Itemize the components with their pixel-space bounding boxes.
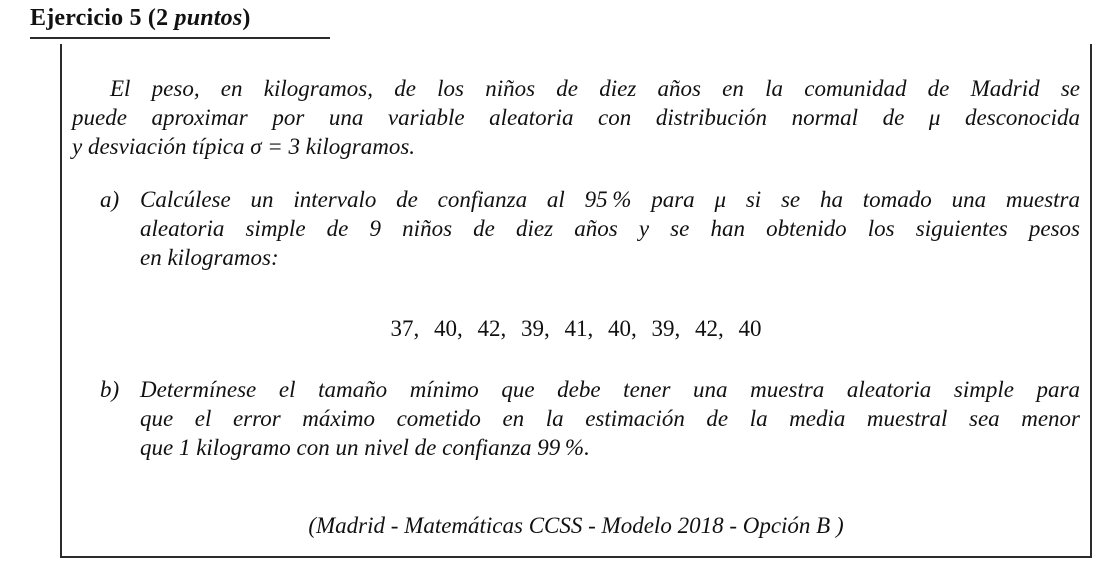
item-b [72,375,1080,462]
sample-data-values: 37, 40, 42, 39, 41, 40, 39, 42, 40 [390,316,762,341]
text-line: que 1 kilogramo con un nivel de confianza 99 %. [140,435,590,460]
exercise-title-suffix: ) [242,5,251,31]
text-line: Calcúlese un intervalo de confianza al 95 % para μ si se ha tomado una muestra [140,187,1080,212]
item-a-text [140,185,1080,272]
exercise-title-emphasis: puntos [174,5,243,31]
text-line: en kilogramos: [140,245,279,270]
text-line: que el error máximo cometido en la estimación de la media muestral sea menor [140,406,1080,431]
text-line: El peso, en kilogramos, de los niños de diez años en la comunidad de Madrid se [110,76,1080,101]
source-citation: (Madrid - Matemáticas CCSS - Modelo 2018 - Opción B ) [308,513,844,538]
item-a-label: a) [100,187,120,212]
text-line: y desviación típica σ = 3 kilogramos. [72,134,416,159]
text-line: Determínese el tamaño mínimo que debe tener una muestra aleatoria simple para [140,377,1080,402]
problem-statement [72,74,1080,161]
item-a [72,185,1080,272]
exercise-frame [60,44,1092,558]
item-b-text [140,375,1080,462]
item-b-label: b) [100,377,120,402]
text-line: aleatoria simple de 9 niños de diez años y se han obtenido los siguientes pesos [140,216,1080,241]
exercise-title [30,5,330,39]
text-line: puede aproximar por una variable aleatoria con distribución normal de μ desconocida [72,105,1080,130]
exercise-title-prefix: Ejercicio 5 (2 [30,5,175,31]
